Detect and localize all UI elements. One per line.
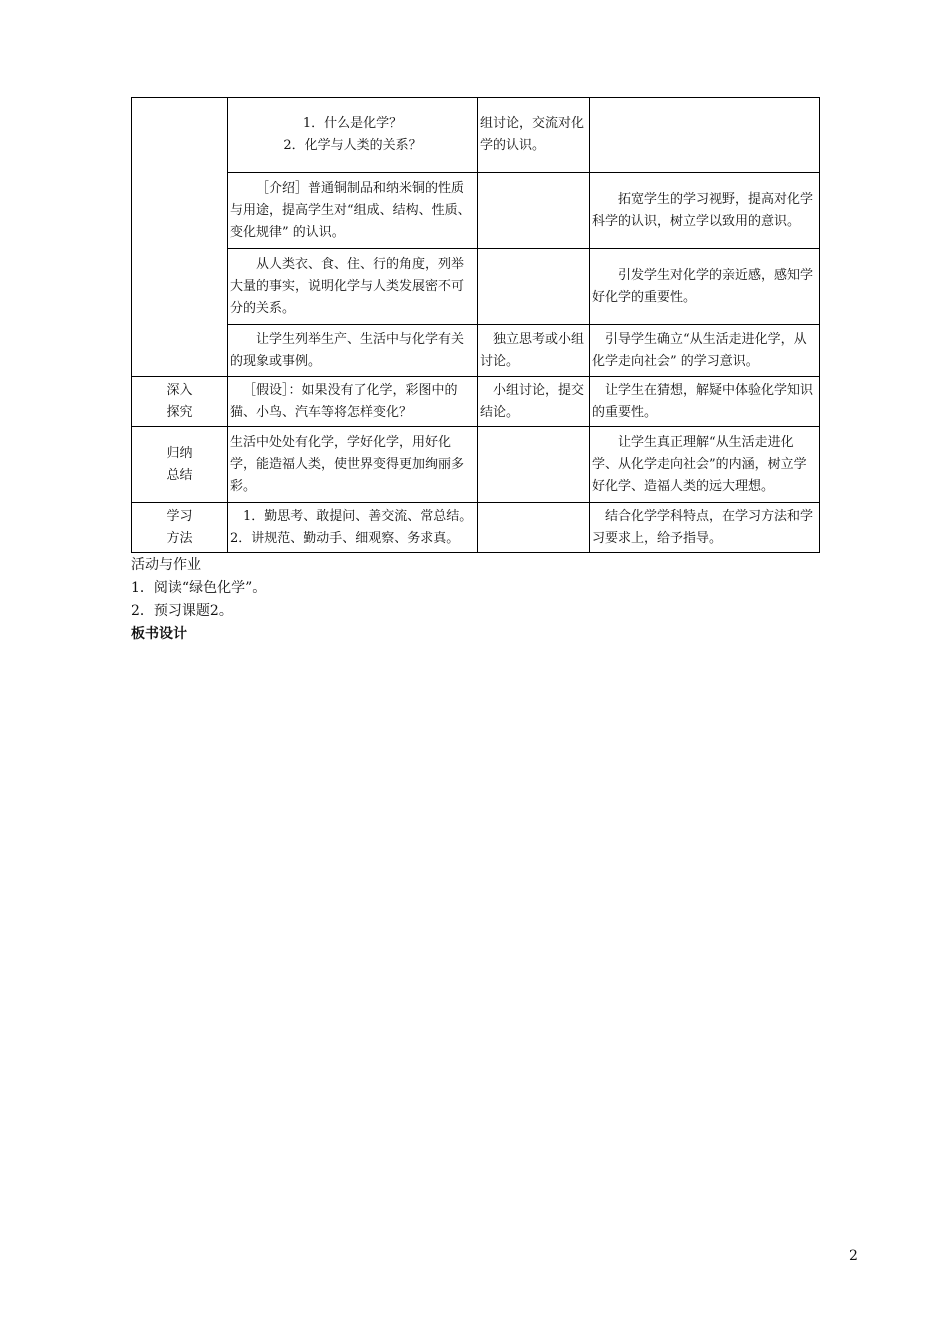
activity-item: 2．预习课题2。 <box>131 603 233 619</box>
table-row <box>132 427 820 503</box>
table-row <box>132 377 820 427</box>
intent-cell <box>590 98 820 173</box>
intent-text: 让学生在猜想，解疑中体验化学知识的重要性。 <box>592 382 814 420</box>
content-cell <box>228 325 478 377</box>
student-cell <box>478 503 590 553</box>
content-text: 让学生列举生产、生活中与化学有关的现象或事例。 <box>230 331 465 369</box>
student-text: 组讨论，交流对化学的认识。 <box>480 116 585 153</box>
student-text: 独立思考或小组讨论。 <box>480 331 585 369</box>
stage-label: 总结 <box>166 467 193 483</box>
content-cell <box>228 173 478 249</box>
intent-cell <box>590 427 820 503</box>
content-text: 生活中处处有化学，学好化学，用好化学，能造福人类，使世界变得更加绚丽多彩。 <box>230 434 465 494</box>
intent-text: 引导学生确立“从生活走进化学，从化学走向社会” 的学习意识。 <box>592 331 807 369</box>
lesson-table <box>131 97 820 553</box>
intent-cell <box>590 249 820 325</box>
intent-cell <box>590 377 820 427</box>
student-text: 小组讨论，提交结论。 <box>480 382 585 420</box>
activity-heading: 活动与作业 <box>131 557 201 573</box>
student-cell <box>478 98 590 173</box>
stage-label: 深入 <box>166 382 193 398</box>
table-row <box>132 503 820 553</box>
content-cell <box>228 427 478 503</box>
student-cell <box>478 377 590 427</box>
stage-label: 探究 <box>166 404 193 420</box>
intent-text: 引发学生对化学的亲近感，感知学好化学的重要性。 <box>592 267 814 305</box>
stage-label: 学习 <box>166 508 193 524</box>
content-text: ［假设］：如果没有了化学，彩图中的猫、小鸟、汽车等将怎样变化？ <box>230 382 458 420</box>
intent-text: 拓宽学生的学习视野，提高对化学科学的认识，树立学以致用的意识。 <box>592 191 814 229</box>
table-row <box>132 249 820 325</box>
board-heading: 板书设计 <box>131 626 187 642</box>
student-cell <box>478 325 590 377</box>
page-number: 2 <box>849 1248 858 1264</box>
table-row <box>132 98 820 173</box>
intent-text: 结合化学学科特点，在学习方法和学习要求上，给予指导。 <box>592 508 814 546</box>
table-row <box>132 325 820 377</box>
content-line: 1．勤思考、敢提问、善交流、常总结。 <box>243 508 473 524</box>
stage-label: 归纳 <box>166 445 193 461</box>
student-cell <box>478 173 590 249</box>
content-cell <box>228 377 478 427</box>
content-cell <box>228 98 478 173</box>
stage-cell <box>132 98 228 377</box>
student-cell <box>478 427 590 503</box>
content-cell <box>228 249 478 325</box>
activity-item: 1．阅读“绿色化学”。 <box>131 580 267 596</box>
stage-cell <box>132 377 228 427</box>
after-table-section <box>131 554 831 646</box>
content-line: 2．化学与人类的关系？ <box>283 138 422 153</box>
intent-text: 让学生真正理解“从生活走进化学、从化学走向社会”的内涵，树立学好化学、造福人类的远大理想。 <box>592 434 807 494</box>
table-row <box>132 173 820 249</box>
student-cell <box>478 249 590 325</box>
stage-cell <box>132 427 228 503</box>
intent-cell <box>590 173 820 249</box>
content-line: 2．讲规范、勤动手、细观察、务求真。 <box>230 530 460 546</box>
content-text: ［介绍］普通铜制品和纳米铜的性质与用途，提高学生对“组成、结构、性质、变化规律” 的认识。 <box>230 180 471 240</box>
content-cell <box>228 503 478 553</box>
content-text: 从人类衣、食、住、行的角度，列举大量的事实，说明化学与人类发展密不可分的关系。 <box>230 256 465 316</box>
intent-cell <box>590 503 820 553</box>
intent-cell <box>590 325 820 377</box>
stage-cell <box>132 503 228 553</box>
stage-label: 方法 <box>166 530 193 546</box>
content-line: 1．什么是化学？ <box>302 116 403 131</box>
